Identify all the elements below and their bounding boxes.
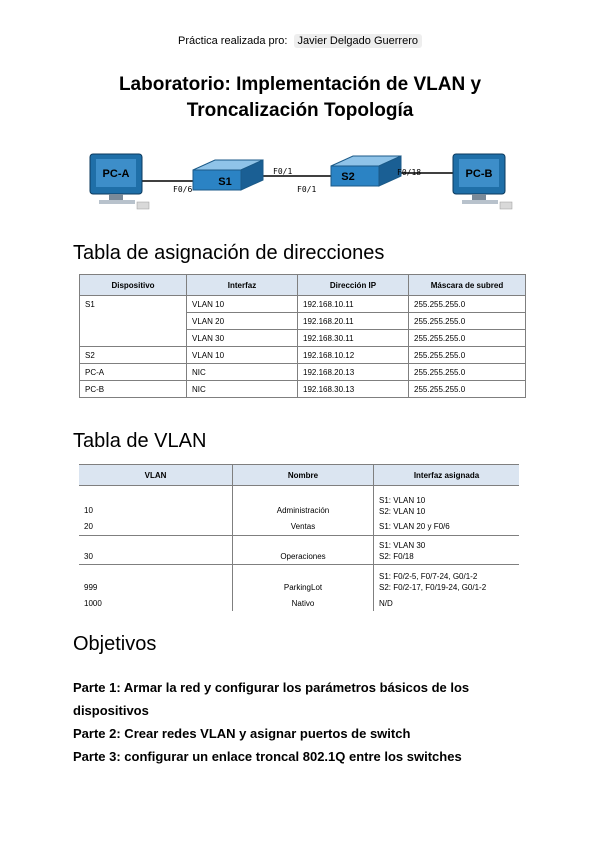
author-name: Javier Delgado Guerrero bbox=[294, 34, 422, 48]
table-cell: 255.255.255.0 bbox=[409, 364, 526, 381]
author-line bbox=[0, 35, 600, 47]
port-label: F0/1 bbox=[273, 167, 293, 176]
vlan-interface: S1: F0/2-5, F0/7-24, G0/1-2 bbox=[379, 572, 478, 581]
objectives-heading: Objetivos bbox=[73, 633, 157, 655]
column-header: Dirección IP bbox=[298, 275, 409, 296]
table-cell: 255.255.255.0 bbox=[409, 313, 526, 330]
title-line-1: Laboratorio: Implementación de VLAN y bbox=[118, 74, 482, 95]
column-header: Máscara de subred bbox=[409, 275, 526, 296]
objective-item: Parte 3: configurar un enlace troncal 802.1Q entre los switches bbox=[73, 749, 462, 764]
vlan-interface: S2: VLAN 10 bbox=[379, 507, 426, 516]
objectives-list bbox=[73, 676, 533, 768]
table-row bbox=[80, 330, 526, 347]
addressing-table bbox=[79, 274, 526, 398]
table-header-row bbox=[80, 275, 526, 296]
table-cell: 255.255.255.0 bbox=[409, 381, 526, 398]
vlan-id: 10 bbox=[84, 506, 93, 515]
title-line-2: Troncalización Topología bbox=[186, 100, 414, 121]
table-cell: 192.168.10.12 bbox=[298, 347, 409, 364]
s2-label: S2 bbox=[341, 171, 355, 183]
table-cell: 192.168.30.11 bbox=[298, 330, 409, 347]
switch-s2-icon bbox=[331, 156, 401, 186]
table-cell: S2 bbox=[80, 347, 187, 364]
column-header: Nombre bbox=[233, 465, 374, 486]
vlan-name: Nativo bbox=[291, 599, 315, 608]
table-cell: 192.168.30.13 bbox=[298, 381, 409, 398]
table-cell: 192.168.20.11 bbox=[298, 313, 409, 330]
table-cell: 255.255.255.0 bbox=[409, 347, 526, 364]
table-cell: 192.168.10.11 bbox=[298, 296, 409, 313]
objective-item: Parte 2: Crear redes VLAN y asignar puertos de switch bbox=[73, 726, 411, 741]
table-cell bbox=[80, 313, 187, 330]
vlan-table bbox=[79, 464, 519, 611]
table-cell: VLAN 20 bbox=[187, 313, 298, 330]
vlan-id: 20 bbox=[84, 522, 93, 531]
table-row bbox=[80, 364, 526, 381]
vlan-name: Administración bbox=[276, 506, 330, 515]
page-title bbox=[60, 72, 540, 124]
pc-a-icon bbox=[90, 154, 149, 209]
table-cell: VLAN 10 bbox=[187, 347, 298, 364]
table-cell: 255.255.255.0 bbox=[409, 330, 526, 347]
column-header: VLAN bbox=[79, 465, 233, 486]
pc-a-label: PC-A bbox=[102, 168, 130, 180]
table-cell: PC-A bbox=[80, 364, 187, 381]
table-cell: NIC bbox=[187, 364, 298, 381]
vlan-id: 999 bbox=[84, 583, 98, 592]
table-row bbox=[80, 347, 526, 364]
pc-b-icon bbox=[453, 154, 512, 209]
s1-label: S1 bbox=[218, 176, 232, 188]
table-cell: 192.168.20.13 bbox=[298, 364, 409, 381]
objective-item: Parte 1: Armar la red y configurar los parámetros básicos de los dispositivos bbox=[73, 680, 470, 718]
vlan-interface: S2: F0/18 bbox=[379, 552, 414, 561]
vlan-name: ParkingLot bbox=[283, 583, 323, 592]
table-row bbox=[79, 565, 519, 612]
pc-b-label: PC-B bbox=[465, 168, 493, 180]
table-cell: S1 bbox=[80, 296, 187, 313]
vlan-interface: S1: VLAN 20 y F0/6 bbox=[379, 522, 450, 531]
vlan-heading: Tabla de VLAN bbox=[73, 430, 207, 452]
table-row bbox=[80, 381, 526, 398]
addressing-heading: Tabla de asignación de direcciones bbox=[73, 242, 385, 264]
column-header: Dispositivo bbox=[80, 275, 187, 296]
table-cell: VLAN 10 bbox=[187, 296, 298, 313]
port-label: F0/18 bbox=[397, 168, 422, 177]
vlan-interface: S2: F0/2-17, F0/19-24, G0/1-2 bbox=[379, 583, 487, 592]
vlan-interface: S1: VLAN 10 bbox=[379, 496, 426, 505]
switch-s1-icon bbox=[193, 160, 263, 190]
table-row bbox=[80, 296, 526, 313]
table-cell: VLAN 30 bbox=[187, 330, 298, 347]
vlan-id: 1000 bbox=[84, 599, 102, 608]
table-header-row bbox=[79, 465, 519, 486]
port-label: F0/6 bbox=[173, 185, 193, 194]
table-cell bbox=[80, 330, 187, 347]
vlan-name: Operaciones bbox=[280, 552, 326, 561]
vlan-interface: S1: VLAN 30 bbox=[379, 541, 426, 550]
table-row bbox=[79, 486, 519, 536]
port-label: F0/1 bbox=[297, 185, 317, 194]
table-cell: 255.255.255.0 bbox=[409, 296, 526, 313]
table-row bbox=[79, 536, 519, 565]
topology-diagram bbox=[75, 148, 525, 218]
vlan-name: Ventas bbox=[290, 522, 316, 531]
vlan-id: 30 bbox=[84, 552, 93, 561]
vlan-interface: N/D bbox=[379, 599, 393, 608]
author-label: Práctica realizada pro: bbox=[178, 35, 288, 47]
table-cell: NIC bbox=[187, 381, 298, 398]
column-header: Interfaz asignada bbox=[374, 465, 520, 486]
table-row bbox=[80, 313, 526, 330]
column-header: Interfaz bbox=[187, 275, 298, 296]
table-cell: PC-B bbox=[80, 381, 187, 398]
